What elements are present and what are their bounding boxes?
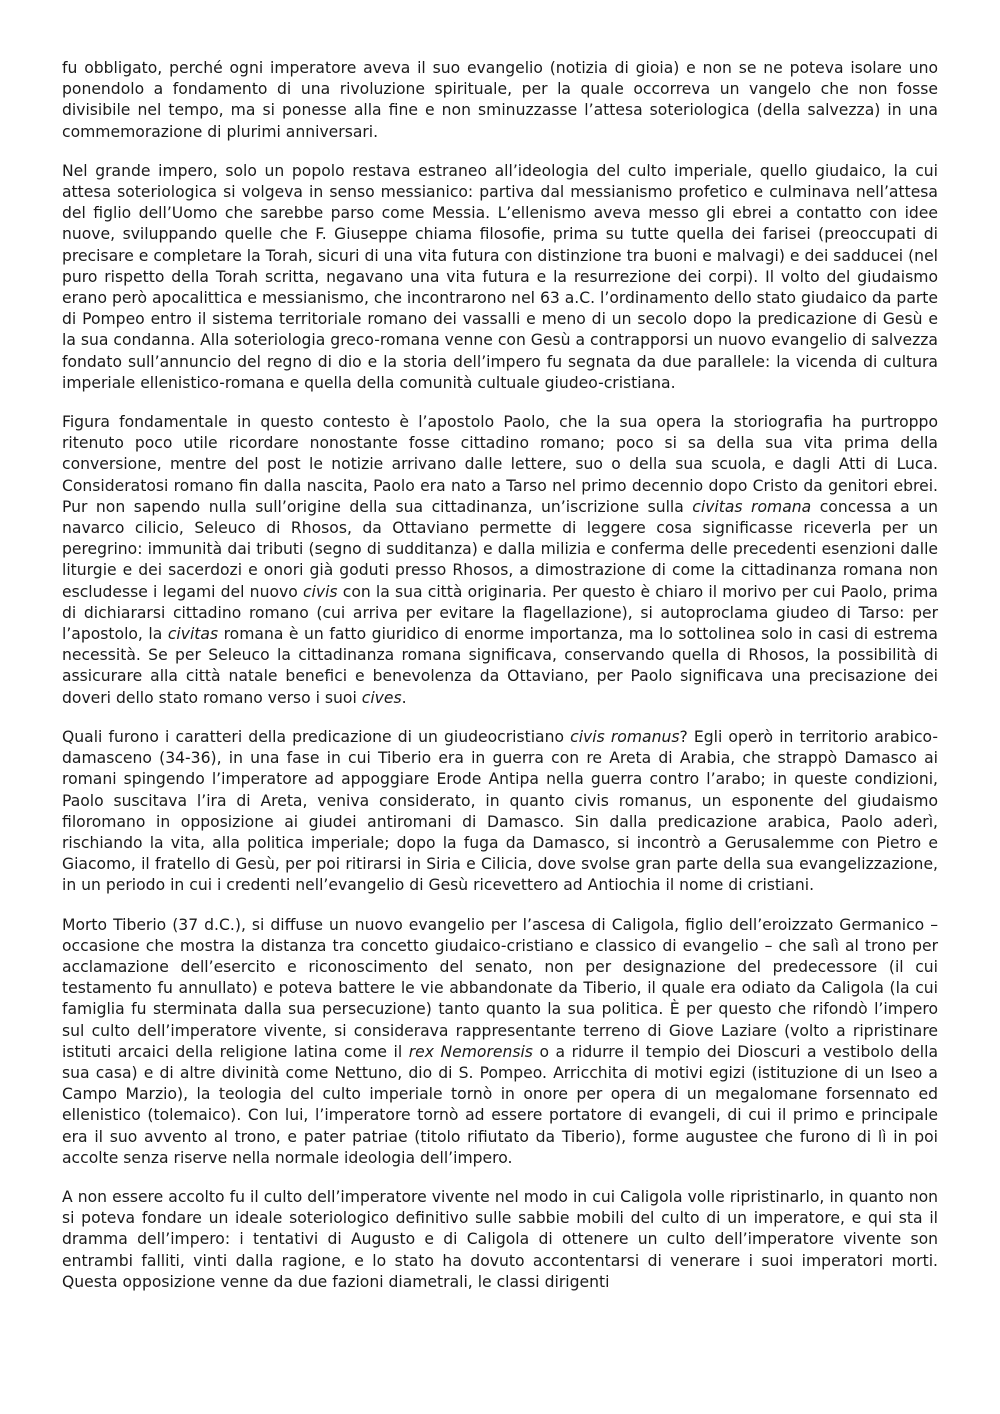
paragraph-text: A non essere accolto fu il culto dell’imperatore vivente nel modo in cui Caligola volle ripristinarlo, in quanto non si poteva fondare un ideale soteriologico definitivo sulle sabbie mobili del culto di un imperatore, e qui sta il dramma dell’impero: i tentativi di Augusto e di Caligola di ottenere un culto dell’imperatore vivente son entrambi falliti, vinti dalla ragione, e lo stato ha dovuto accontentarsi di venerare i suoi imperatori morti. Questa opposizione venne da due fazioni diametrali, le classi dirigenti xyxy=(62,1187,938,1291)
paragraph-text: fu obbligato, perché ogni imperatore aveva il suo evangelio (notizia di gioia) e non se ne poteva isolare uno ponendolo a fondamento di una rivoluzione spirituale, per la quale occorreva un vangelo che non fosse divisibile nel tempo, ma si ponesse alla fine e non sminuzzasse l’attesa soteriologica (della salvezza) in una commemorazione di plurimi anniversari. xyxy=(62,59,938,141)
paragraph-text: romana è un fatto giuridico di enorme importanza, ma lo sottolinea solo in casi di estrema necessità. Se per Seleuco la cittadinanza romana significava, conservando quella di Rhosos, la possibilità di assicurare alla città natale benefici e benevolenza da Ottaviano, per Paolo significava una precisazione dei doveri dello stato romano verso i suoi xyxy=(62,625,938,707)
paragraph-text: o a ridurre il tempio dei Dioscuri a vestibolo della sua casa) e di altre divinità come Nettuno, dio di S. Pompeo. Arricchita di motivi egizi (istituzione di un Iseo a Campo Marzio), la teologia del culto imperiale tornò in onore per opera di un megalomane forsennato ed ellenistico (tolemaico). Con lui, l’imperatore tornò ad essere portatore di evangeli, di cui il primo e principale era il suo avvento al trono, e pater patriae (titolo rifiutato da Tiberio), forme augustee che furono di lì in poi accolte senza riserve nella normale ideologia dell’impero. xyxy=(62,1042,938,1167)
paragraph-text: . xyxy=(401,688,407,707)
italic-term: cives xyxy=(361,688,402,707)
paragraph-text: Figura fondamentale in questo contesto è l’apostolo Paolo, che la sua opera la storiografia ha purtroppo ritenuto poco utile ricordare nonostante fosse cittadino romano; poco si sa della sua vita prima della conversione, mentre del post le notizie arrivano dalle lettere, suo o della sua scuola, e dagli Atti di Luca. Consideratosi romano fin dalla nascita, Paolo era nato a Tarso nel primo decennio dopo Cristo da genitori ebrei. Pur non sapendo nulla sull’origine della sua cittadinanza, un’iscrizione sulla xyxy=(62,413,938,516)
paragraph-text: Quali furono i caratteri della predicazione di un giudeocristiano xyxy=(62,727,571,746)
italic-term: civitas romana xyxy=(692,497,812,516)
paragraph-6 xyxy=(62,1187,938,1293)
paragraph-text: concessa a un navarco cilicio, Seleuco di Rhosos, da Ottaviano permette di leggere cosa significasse riceverla per un peregrino: immunità dai tributi (segno di sudditanza) e dalla milizia e conferma delle precedenti esenzioni dalle liturgie e dei sacerdozi e onori già goduti presso Rhosos, a dimostrazione di come la cittadinanza romana non escludesse i legami del nuovo xyxy=(62,497,938,601)
paragraph-5 xyxy=(62,915,938,1169)
paragraph-2 xyxy=(62,161,938,394)
italic-term: rex Nemorensis xyxy=(408,1042,533,1061)
italic-term: civis xyxy=(302,582,338,601)
italic-term: civis romanus xyxy=(570,727,680,746)
paragraph-text: con la sua città originaria. Per questo è chiaro il morivo per cui Paolo, prima di dichiararsi cittadino romano (cui arriva per evitare la flagellazione), si autoproclama giudeo di Tarso: per l’apostolo, la xyxy=(62,582,938,644)
paragraph-text: Morto Tiberio (37 d.C.), si diffuse un nuovo evangelio per l’ascesa di Caligola, figlio dell’eroizzato Germanico – occasione che mostra la distanza tra concetto giudaico-cristiano e classico di evangelio – che salì al trono per acclamazione dell’esercito e riconoscimento del senato, non per designazione del predecessore (il cui testamento fu annullato) e poteva battere le vie abbandonate da Tiberio, il quale era odiato da Caligola (la cui famiglia fu sterminata dalla sua persecuzione) tanto quanto la sua politica. È per questo che rifondò l’impero sul culto dell’imperatore vivente, si considerava rappresentante terreno di Giove Laziare (volto a ripristinare istituti arcaici della religione latina come il xyxy=(62,915,938,1061)
paragraph-text: ? Egli operò in territorio arabico-damasceno (34-36), in una fase in cui Tiberio era in guerra con re Areta di Arabia, che strappò Damasco ai romani spingendo l’imperatore ad appoggiare Erode Antipa nella guerra contro l’arabo; in queste condizioni, Paolo suscitava l’ira di Areta, veniva considerato, in quanto civis romanus, un esponente del giudaismo filoromano in opposizione ai giudei antiromani di Damasco. Sin dalla predicazione arabica, Paolo aderì, rischiando la vita, alla politica imperiale; dopo la fuga da Damasco, si incontrò a Gerusalemme con Pietro e Giacomo, il fratello di Gesù, per poi ritirarsi in Siria e Cilicia, dove svolse gran parte della sua evangelizzazione, in un periodo in cui i credenti nell’evangelio di Gesù ricevettero ad Antiochia il nome di cristiani. xyxy=(62,727,938,895)
italic-term: civitas xyxy=(167,625,219,644)
paragraph-1 xyxy=(62,58,938,143)
paragraph-text: Nel grande impero, solo un popolo restava estraneo all’ideologia del culto imperiale, quello giudaico, la cui attesa soteriologica si volgeva in senso messianico: partiva dal messianismo profetico e culminava nell’attesa del figlio dell’Uomo che sarebbe parso come Messia. L’ellenismo aveva messo gli ebrei a contatto con idee nuove, sviluppando quelle che F. Giuseppe chiama filosofie, prima su tutte quella dei farisei (preoccupati di precisare e completare la Torah, sicuri di una vita futura con distinzione tra buoni e malvagi) e dei sadducei (nel puro rispetto della Torah scritta, negavano una vita futura e la resurrezione dei corpi). Il volto del giudaismo erano però apocalittica e messianismo, che incontrarono nel 63 a.C. l’ordinamento dello stato giudaico da parte di Pompeo entro il sistema territoriale romano dei vassalli e meno di un secolo dopo la predicazione di Gesù e la sua condanna. Alla soteriologia greco-romana venne con Gesù a contrapporsi un nuovo evangelio di salvezza fondato sull’annuncio del regno di dio e la storia dell’impero fu segnata da due parallele: la vicenda di cultura imperiale ellenistico-romana e quella della comunità cultuale giudeo-cristiana. xyxy=(62,161,938,392)
paragraph-4 xyxy=(62,727,938,897)
paragraph-3 xyxy=(62,412,938,709)
